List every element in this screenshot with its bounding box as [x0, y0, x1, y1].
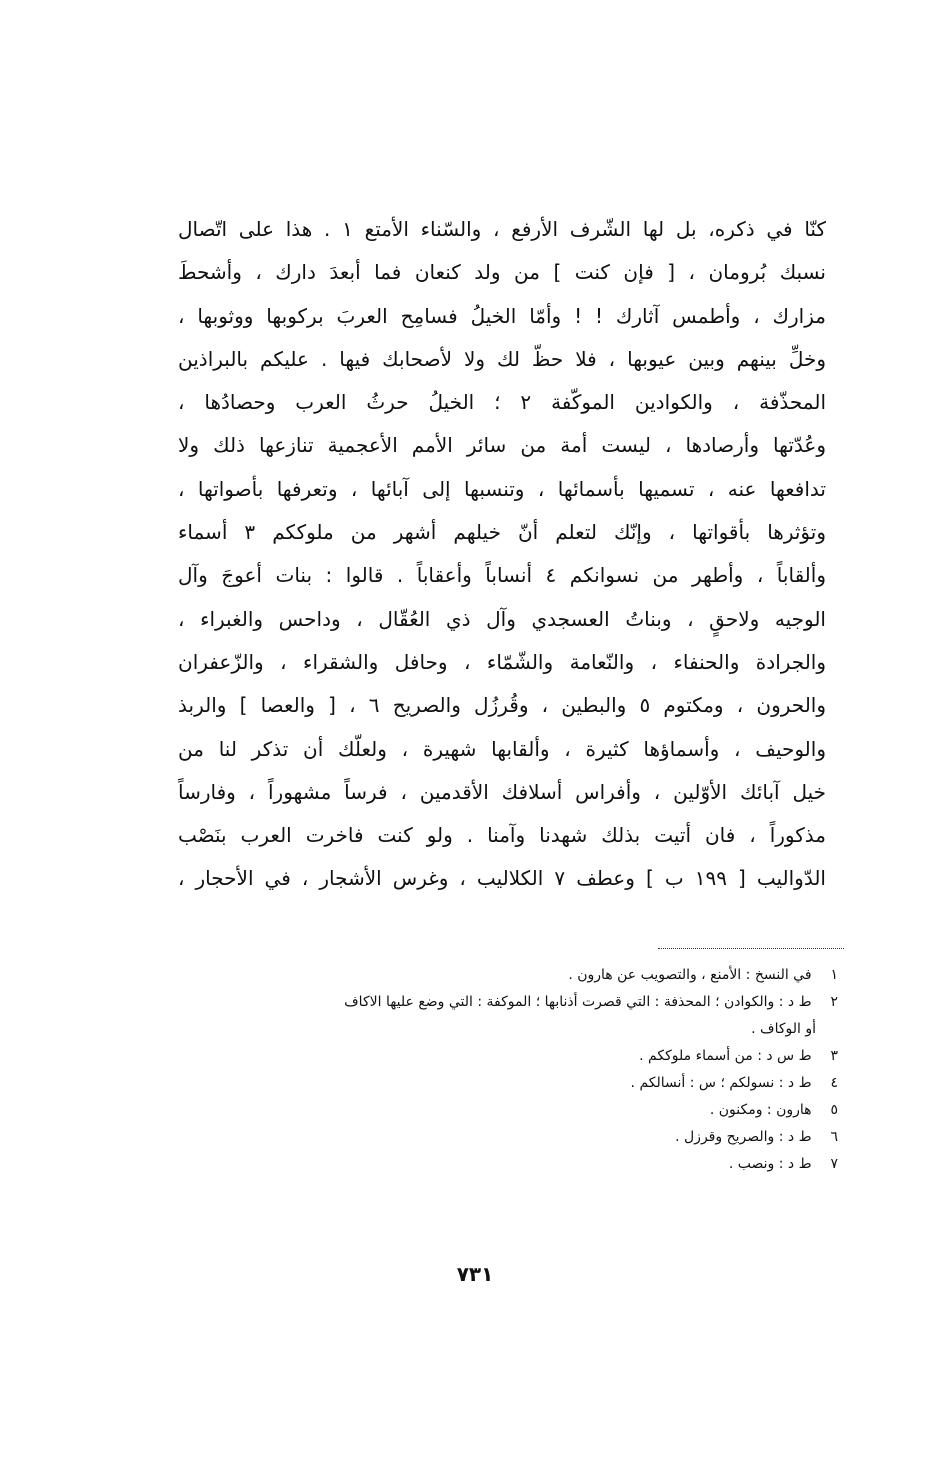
footnote-continuation: أو الوكاف . — [751, 1021, 816, 1037]
footnote-item — [178, 989, 838, 1016]
text-line: مذكوراً ، فان أتيت بذلك شهدنا وآمنا . ولو كنت فاخرت العرب بنَصْب — [178, 823, 826, 848]
text-line: نسبك بُرومان ، [ فإن كنت ] من ولد كنعان فما أبعدَ دارك ، وأشحطَ — [178, 260, 826, 285]
footnote-item — [178, 1151, 838, 1178]
text-line: وخلِّ بينهم وبين عيوبها ، فلا حظّ لك ولا لأصحابك فيها . عليكم بالبراذين — [178, 346, 826, 371]
footnote-item — [178, 1043, 838, 1070]
footnote-text: في النسخ : الأمنع ، والتصويب عن هارون . — [568, 967, 812, 983]
footnote-text: ط د : والكوادن ؛ المحذفة : التي قصرت أذنابها ؛ الموكفة : التي وضع عليها الاكاف — [344, 994, 812, 1010]
footnote-separator — [658, 948, 844, 949]
text-line: والجرادة والحنفاء ، والنّعامة والشّمّاء ، وحافل والشقراء ، والزّعفران — [178, 649, 826, 674]
footnote-text: ط س د : من أسماء ملوككم . — [639, 1048, 812, 1064]
text-line: خيل آبائك الأوّلين ، وأفراس أسلافك الأقدمين ، فرساً مشهوراً ، وفارساً — [178, 779, 826, 804]
text-line: مزارك ، وأطمس آثارك ! ! وأمّا الخيلُ فسامِح العربَ بركوبها ووثوبها ، — [178, 303, 826, 328]
footnote-item — [178, 1124, 838, 1151]
text-line: الدّواليب [ ١٩٩ ب ] وعطف ٧ الكلاليب ، وغرس الأشجار ، في الأحجار ، — [178, 866, 826, 891]
footnote-number: ٦ — [830, 1129, 838, 1145]
text-line: المحذّفة ، والكوادين الموكّفة ٢ ؛ الخيلُ حرثُ العرب وحصادُها ، — [178, 390, 826, 415]
text-line: وألقاباً ، وأطهر من نسوانكم ٤ أنساباً وأعقاباً . قالوا : بنات أعوجَ وآل — [178, 563, 826, 588]
footnote-item — [178, 1070, 838, 1097]
footnote-item — [178, 962, 838, 989]
text-line: كنّا في ذكره، بل لها الشّرف الأرفع ، والسّناء الأمتع ١ . هذا على اتّصال — [178, 217, 826, 241]
text-line: الوجيه ولاحقٍ ، وبناتُ العسجدي وآل ذي العُقّال ، وداحس والغبراء ، — [178, 606, 826, 631]
text-line: وتؤثرها بأقواتها ، وإنّك لتعلم أنّ خيلهم أشهر من ملوككم ٣ أسماء — [178, 520, 826, 545]
footnote-text: ط د : نسولكم ؛ س : أنسالكم . — [630, 1075, 812, 1091]
footnote-number: ٢ — [830, 994, 838, 1010]
text-line: والحرون ، ومكتوم ٥ والبطين ، وقُرزُل والصريح ٦ ، [ والعصا ] والربذ — [178, 693, 826, 718]
text-line: والوحيف ، وأسماؤها كثيرة ، وألقابها شهيرة ، ولعلّك أن تذكر لنا من — [178, 736, 826, 761]
text-line: تدافعها عنه ، تسميها بأسمائها ، وتنسبها إلى آبائها ، وتعرفها بأصواتها ، — [178, 476, 826, 501]
footnote-number: ١ — [830, 967, 838, 983]
footnote-number: ٥ — [830, 1102, 838, 1118]
footnote-number: ٤ — [830, 1075, 838, 1091]
footnote-item — [178, 1097, 838, 1124]
footnote-text: ط د : والصريح وقرزل . — [675, 1129, 812, 1145]
footnote-number: ٧ — [830, 1156, 838, 1172]
footnotes — [178, 962, 838, 1178]
footnote-text: هارون : ومكنون . — [709, 1102, 812, 1118]
page-number: ٧٣١ — [456, 1262, 494, 1286]
main-text — [178, 208, 826, 901]
footnote-number: ٣ — [830, 1048, 838, 1064]
text-line: وعُدّتها وأرصادها ، ليست أمة من سائر الأمم الأعجمية تنازعها ذلك ولا — [178, 433, 826, 458]
footnote-text: ط د : ونصب . — [728, 1156, 812, 1172]
